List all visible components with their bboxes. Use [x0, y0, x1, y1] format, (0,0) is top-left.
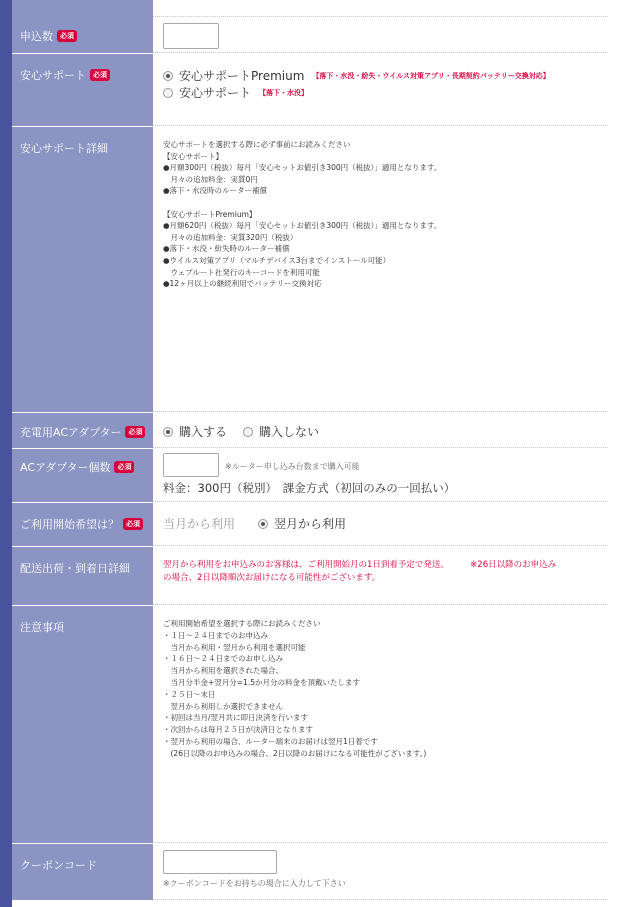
ac-count-input[interactable] [163, 453, 219, 477]
ac-adapter-label: 充電用ACアダプター [20, 426, 122, 439]
previous-row-remnant [12, 0, 608, 17]
radio-button[interactable] [163, 427, 173, 437]
required-badge: 必須 [125, 426, 145, 438]
radio-ac-no-buy[interactable]: 購入しない [243, 423, 319, 440]
radio-button[interactable] [243, 427, 253, 437]
support-detail-text: 安心サポートを選択する際に必ず事前にお読みください 【安心サポート】 ●月額300円（税抜）毎月「安心セットお値引き300円（税抜）」適用となります。 月々の追加料金：実質0円 ●落下・水没時のルーター補償 【安心サポートPremium】 ●月額620円（税抜）毎月「安心セットお値引き300円（税抜）」適用となります。 月々の追加料金：実質320円（税抜） ●落下・水没・紛失時のルーター補償 ●ウイルス対策アプリ（マルチデバイス3台までインストール可能） ウェブルート社発行のキーコードを利用可能 ●12ヶ月以上の継続利用でバッテリー交換対応 [163, 140, 442, 289]
radio-start-this-month[interactable]: 当月から利用 [163, 517, 236, 531]
coupon-label: クーポンコード [20, 859, 97, 872]
radio-button[interactable] [163, 88, 173, 98]
required-badge: 必須 [123, 518, 143, 530]
coupon-input[interactable] [163, 850, 277, 874]
row-delivery [12, 547, 608, 606]
radio-button[interactable] [163, 71, 173, 81]
radio-start-next-month[interactable]: 翌月から利用 [258, 515, 346, 532]
option-note: 【落下・水没】 [259, 88, 309, 97]
required-badge: 必須 [114, 461, 134, 473]
delivery-text: 翌月から利用をお申込みのお客様は、ご利用開始月の1日到着予定で発送。 ※26日以降のお申込み の場合、2日以降順次お届けになる可能性がございます。 [163, 560, 557, 583]
row-quantity [12, 17, 608, 54]
start-label: ご利用開始希望は？ [20, 518, 119, 531]
quantity-label: 申込数 [20, 30, 53, 43]
radio-button[interactable] [258, 519, 268, 529]
row-support [12, 54, 608, 127]
row-ac-count [12, 449, 608, 503]
row-start [12, 503, 608, 547]
required-badge: 必須 [90, 69, 110, 81]
ac-count-label: ACアダプター個数 [20, 461, 111, 474]
coupon-hint: ※クーポンコードをお持ちの場合に入力して下さい [163, 879, 346, 888]
required-badge: 必須 [57, 30, 77, 42]
left-accent-bar [0, 0, 12, 907]
quantity-input[interactable] [163, 23, 219, 49]
row-coupon [12, 844, 608, 901]
radio-support-premium[interactable]: 安心サポートPremium 【落下・水没・紛失・ウイルス対策アプリ・長期契約バッテリー交換対応】 [163, 67, 550, 84]
row-support-detail [12, 127, 608, 413]
ac-count-hint: ※ルーター申し込み台数まで購入可能 [225, 462, 360, 471]
row-notes [12, 606, 608, 844]
notes-text: ご利用開始希望を選択する際にお読みください ・１日～２４日までのお申込み 当月から利用・翌月から利用を選択可能 ・１６日～２４日までのお申し込み 当月から利用を選択された場合、 当月分半金+翌月分=1.5か月分の料金を頂戴いたします ・２５日～末日 翌月から利用しか選択できません ・初回は当月/翌月共に即日決済を行います ・次回からは毎月２５日が決済日となります ・翌月から利用の場合、ルーター端末のお届けは翌月1日着です (26日以降のお申込みの場合、2日以降のお届けになる可能性がございます。) [163, 619, 427, 758]
delivery-label: 配送出荷・到着日詳細 [20, 562, 130, 575]
ac-fee-text: 料金：300円（税別） 課金方式（初回のみの一回払い） [163, 481, 456, 495]
support-detail-label: 安心サポート詳細 [20, 142, 108, 155]
radio-support-basic[interactable]: 安心サポート 【落下・水没】 [163, 84, 308, 101]
row-ac-adapter [12, 413, 608, 449]
radio-ac-buy[interactable]: 購入する [163, 423, 227, 440]
notes-label: 注意事項 [20, 621, 64, 634]
support-label: 安心サポート [20, 69, 86, 82]
option-note: 【落下・水没・紛失・ウイルス対策アプリ・長期契約バッテリー交換対応】 [312, 71, 550, 80]
